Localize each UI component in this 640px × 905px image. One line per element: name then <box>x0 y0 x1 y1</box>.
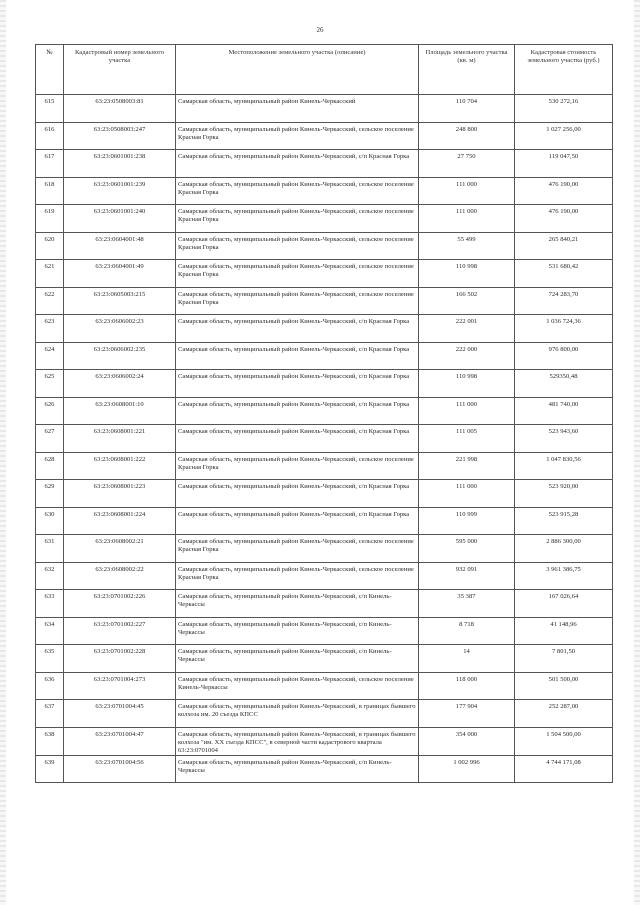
table-row <box>36 672 613 700</box>
table-row <box>36 535 613 563</box>
cadastral-cost: 7 801,50 <box>515 645 613 673</box>
location-description: Самарская область, муниципальный район Кинель-Черкасский, с/п Красная Горка <box>176 507 419 535</box>
location-description: Самарская область, муниципальный район Кинель-Черкасский <box>176 95 419 123</box>
location-description: Самарская область, муниципальный район Кинель-Черкасский, сельское поселение Красная Горка <box>176 122 419 150</box>
cadastral-cost: 1 504 500,00 <box>515 727 613 755</box>
page-number: 26 <box>316 26 324 34</box>
location-description: Самарская область, муниципальный район Кинель-Черкасский, сельское поселение Красная Горка <box>176 232 419 260</box>
cadastral-cost: 4 744 171,08 <box>515 755 613 783</box>
location-description: Самарская область, муниципальный район Кинель-Черкасский, сельское поселение Красная Горка <box>176 205 419 233</box>
area-sqm: 111 000 <box>419 205 515 233</box>
cadastral-cost: 976 800,00 <box>515 342 613 370</box>
row-number: 617 <box>36 150 64 178</box>
location-description: Самарская область, муниципальный район Кинель-Черкасский, сельское поселение Красная Горка <box>176 260 419 288</box>
cadastral-number: 63:23:0701002:227 <box>64 617 176 645</box>
row-number: 636 <box>36 672 64 700</box>
table-row <box>36 287 613 315</box>
cadastral-cost: 724 283,70 <box>515 287 613 315</box>
cadastral-number: 63:23:0604001:48 <box>64 232 176 260</box>
area-sqm: 111 005 <box>419 425 515 453</box>
table-row <box>36 727 613 755</box>
area-sqm: 177 904 <box>419 700 515 728</box>
cadastral-cost: 501 500,00 <box>515 672 613 700</box>
area-sqm: 248 800 <box>419 122 515 150</box>
area-sqm: 110 704 <box>419 95 515 123</box>
area-sqm: 55 499 <box>419 232 515 260</box>
table-row <box>36 95 613 123</box>
table-row <box>36 507 613 535</box>
table-row <box>36 260 613 288</box>
row-number: 616 <box>36 122 64 150</box>
location-description: Самарская область, муниципальный район Кинель-Черкасский, с/п Красная Горка <box>176 150 419 178</box>
cadastral-cost: 2 886 300,00 <box>515 535 613 563</box>
table-body <box>36 95 613 783</box>
area-sqm: 35 387 <box>419 590 515 618</box>
location-description: Самарская область, муниципальный район Кинель-Черкасский, с/п Кинель-Черкассы <box>176 590 419 618</box>
header-cadastral-number: Кадастровый номер земельного участка <box>64 45 176 95</box>
cadastral-cost: 1 036 724,36 <box>515 315 613 343</box>
row-number: 623 <box>36 315 64 343</box>
cadastral-number: 63:23:0508003:247 <box>64 122 176 150</box>
cadastral-cost: 476 190,00 <box>515 205 613 233</box>
area-sqm: 166 502 <box>419 287 515 315</box>
area-sqm: 110 998 <box>419 370 515 398</box>
row-number: 634 <box>36 617 64 645</box>
header-num: № <box>36 45 64 95</box>
cadastral-number: 63:23:0701002:226 <box>64 590 176 618</box>
row-number: 622 <box>36 287 64 315</box>
location-description: Самарская область, муниципальный район Кинель-Черкасский, сельское поселение Красная Горка <box>176 452 419 480</box>
row-number: 629 <box>36 480 64 508</box>
cadastral-cost: 265 840,21 <box>515 232 613 260</box>
area-sqm: 932 091 <box>419 562 515 590</box>
cadastral-number: 63:23:0608001:222 <box>64 452 176 480</box>
area-sqm: 354 000 <box>419 727 515 755</box>
cadastral-number: 63:23:0608002:22 <box>64 562 176 590</box>
row-number: 628 <box>36 452 64 480</box>
area-sqm: 1 002 996 <box>419 755 515 783</box>
location-description: Самарская область, муниципальный район Кинель-Черкасский, с/п Красная Горка <box>176 342 419 370</box>
location-description: Самарская область, муниципальный район Кинель-Черкасский, с/п Красная Горка <box>176 425 419 453</box>
table-row <box>36 397 613 425</box>
cadastral-number: 63:23:0601001:238 <box>64 150 176 178</box>
row-number: 638 <box>36 727 64 755</box>
header-cadastral-cost: Кадастровая стоимость земельного участка (руб.) <box>515 45 613 95</box>
cadastral-cost: 529350,48 <box>515 370 613 398</box>
cadastral-cost: 531 680,42 <box>515 260 613 288</box>
row-number: 633 <box>36 590 64 618</box>
scan-edge-right <box>634 0 640 905</box>
cadastral-number: 63:23:0508003:81 <box>64 95 176 123</box>
area-sqm: 111 000 <box>419 177 515 205</box>
cadastral-number: 63:23:0701004:56 <box>64 755 176 783</box>
scan-edge-left <box>0 0 6 905</box>
table-row <box>36 425 613 453</box>
table-row <box>36 150 613 178</box>
table-row <box>36 315 613 343</box>
location-description: Самарская область, муниципальный район Кинель-Черкасский, с/п Красная Горка <box>176 370 419 398</box>
row-number: 619 <box>36 205 64 233</box>
cadastral-cost: 523 943,60 <box>515 425 613 453</box>
header-area: Площадь земельного участка (кв. м) <box>419 45 515 95</box>
table-row <box>36 122 613 150</box>
table-row <box>36 342 613 370</box>
cadastral-number: 63:23:0701002:228 <box>64 645 176 673</box>
cadastral-number: 63:23:0701004:45 <box>64 700 176 728</box>
table-row <box>36 590 613 618</box>
cadastral-number: 63:23:0605003:215 <box>64 287 176 315</box>
area-sqm: 110 999 <box>419 507 515 535</box>
location-description: Самарская область, муниципальный район Кинель-Черкасский, с/п Кинель-Черкассы <box>176 645 419 673</box>
row-number: 620 <box>36 232 64 260</box>
table-row <box>36 370 613 398</box>
location-description: Самарская область, муниципальный район Кинель-Черкасский, сельское поселение Красная Горка <box>176 287 419 315</box>
table-row <box>36 755 613 783</box>
area-sqm: 222 001 <box>419 315 515 343</box>
row-number: 637 <box>36 700 64 728</box>
cadastral-cost: 167 026,64 <box>515 590 613 618</box>
land-registry-table <box>35 44 613 783</box>
area-sqm: 111 000 <box>419 397 515 425</box>
cadastral-number: 63:23:0608001:10 <box>64 397 176 425</box>
area-sqm: 118 000 <box>419 672 515 700</box>
cadastral-number: 63:23:0608001:223 <box>64 480 176 508</box>
row-number: 625 <box>36 370 64 398</box>
cadastral-number: 63:23:0701004:273 <box>64 672 176 700</box>
location-description: Самарская область, муниципальный район Кинель-Черкасский, с/п Красная Горка <box>176 397 419 425</box>
row-number: 635 <box>36 645 64 673</box>
table-row <box>36 562 613 590</box>
cadastral-number: 63:23:0608001:221 <box>64 425 176 453</box>
cadastral-cost: 3 961 386,75 <box>515 562 613 590</box>
area-sqm: 222 000 <box>419 342 515 370</box>
header-location: Местоположение земельного участка (описание) <box>176 45 419 95</box>
table-row <box>36 205 613 233</box>
cadastral-cost: 252 287,00 <box>515 700 613 728</box>
area-sqm: 221 998 <box>419 452 515 480</box>
area-sqm: 595 000 <box>419 535 515 563</box>
location-description: Самарская область, муниципальный район Кинель-Черкасский, с/п Кинель-Черкассы <box>176 755 419 783</box>
table-row <box>36 700 613 728</box>
area-sqm: 14 <box>419 645 515 673</box>
area-sqm: 27 750 <box>419 150 515 178</box>
cadastral-number: 63:23:0608001:224 <box>64 507 176 535</box>
cadastral-number: 63:23:0701004:47 <box>64 727 176 755</box>
row-number: 630 <box>36 507 64 535</box>
table-row <box>36 452 613 480</box>
cadastral-cost: 1 047 830,56 <box>515 452 613 480</box>
location-description: Самарская область, муниципальный район Кинель-Черкасский, в границах бывшего колхоза "им. XX съезда КПСС", в северной части кадастрового квартала 63:23:0701004 <box>176 727 419 755</box>
row-number: 627 <box>36 425 64 453</box>
area-sqm: 111 000 <box>419 480 515 508</box>
row-number: 639 <box>36 755 64 783</box>
table-row <box>36 480 613 508</box>
location-description: Самарская область, муниципальный район Кинель-Черкасский, в границах бывшего колхоза им. 20 съезда КПСС <box>176 700 419 728</box>
table-row <box>36 645 613 673</box>
location-description: Самарская область, муниципальный район Кинель-Черкасский, сельское поселение Красная Горка <box>176 562 419 590</box>
area-sqm: 8 718 <box>419 617 515 645</box>
cadastral-cost: 1 027 256,00 <box>515 122 613 150</box>
cadastral-number: 63:23:0608002:21 <box>64 535 176 563</box>
table-row <box>36 232 613 260</box>
cadastral-cost: 119 047,50 <box>515 150 613 178</box>
cadastral-number: 63:23:0601001:240 <box>64 205 176 233</box>
cadastral-number: 63:23:0604001:49 <box>64 260 176 288</box>
row-number: 621 <box>36 260 64 288</box>
cadastral-cost: 41 148,96 <box>515 617 613 645</box>
row-number: 618 <box>36 177 64 205</box>
table-row <box>36 617 613 645</box>
cadastral-cost: 530 272,16 <box>515 95 613 123</box>
cadastral-number: 63:23:0606002:24 <box>64 370 176 398</box>
location-description: Самарская область, муниципальный район Кинель-Черкасский, сельское поселение Красная Горка <box>176 535 419 563</box>
row-number: 632 <box>36 562 64 590</box>
cadastral-cost: 481 740,00 <box>515 397 613 425</box>
row-number: 624 <box>36 342 64 370</box>
cadastral-cost: 523 915,28 <box>515 507 613 535</box>
row-number: 615 <box>36 95 64 123</box>
area-sqm: 110 998 <box>419 260 515 288</box>
location-description: Самарская область, муниципальный район Кинель-Черкасский, с/п Красная Горка <box>176 315 419 343</box>
cadastral-number: 63:23:0606002:235 <box>64 342 176 370</box>
table-header-row <box>36 45 613 95</box>
location-description: Самарская область, муниципальный район Кинель-Черкасский, с/п Кинель-Черкассы <box>176 617 419 645</box>
cadastral-cost: 476 190,00 <box>515 177 613 205</box>
row-number: 626 <box>36 397 64 425</box>
cadastral-number: 63:23:0606002:23 <box>64 315 176 343</box>
cadastral-cost: 523 920,00 <box>515 480 613 508</box>
cadastral-number: 63:23:0601001:239 <box>64 177 176 205</box>
location-description: Самарская область, муниципальный район Кинель-Черкасский, сельское поселение Красная Горка <box>176 177 419 205</box>
row-number: 631 <box>36 535 64 563</box>
location-description: Самарская область, муниципальный район Кинель-Черкасский, сельское поселение Кинель-Черкассы <box>176 672 419 700</box>
location-description: Самарская область, муниципальный район Кинель-Черкасский, с/п Красная Горка <box>176 480 419 508</box>
table-row <box>36 177 613 205</box>
